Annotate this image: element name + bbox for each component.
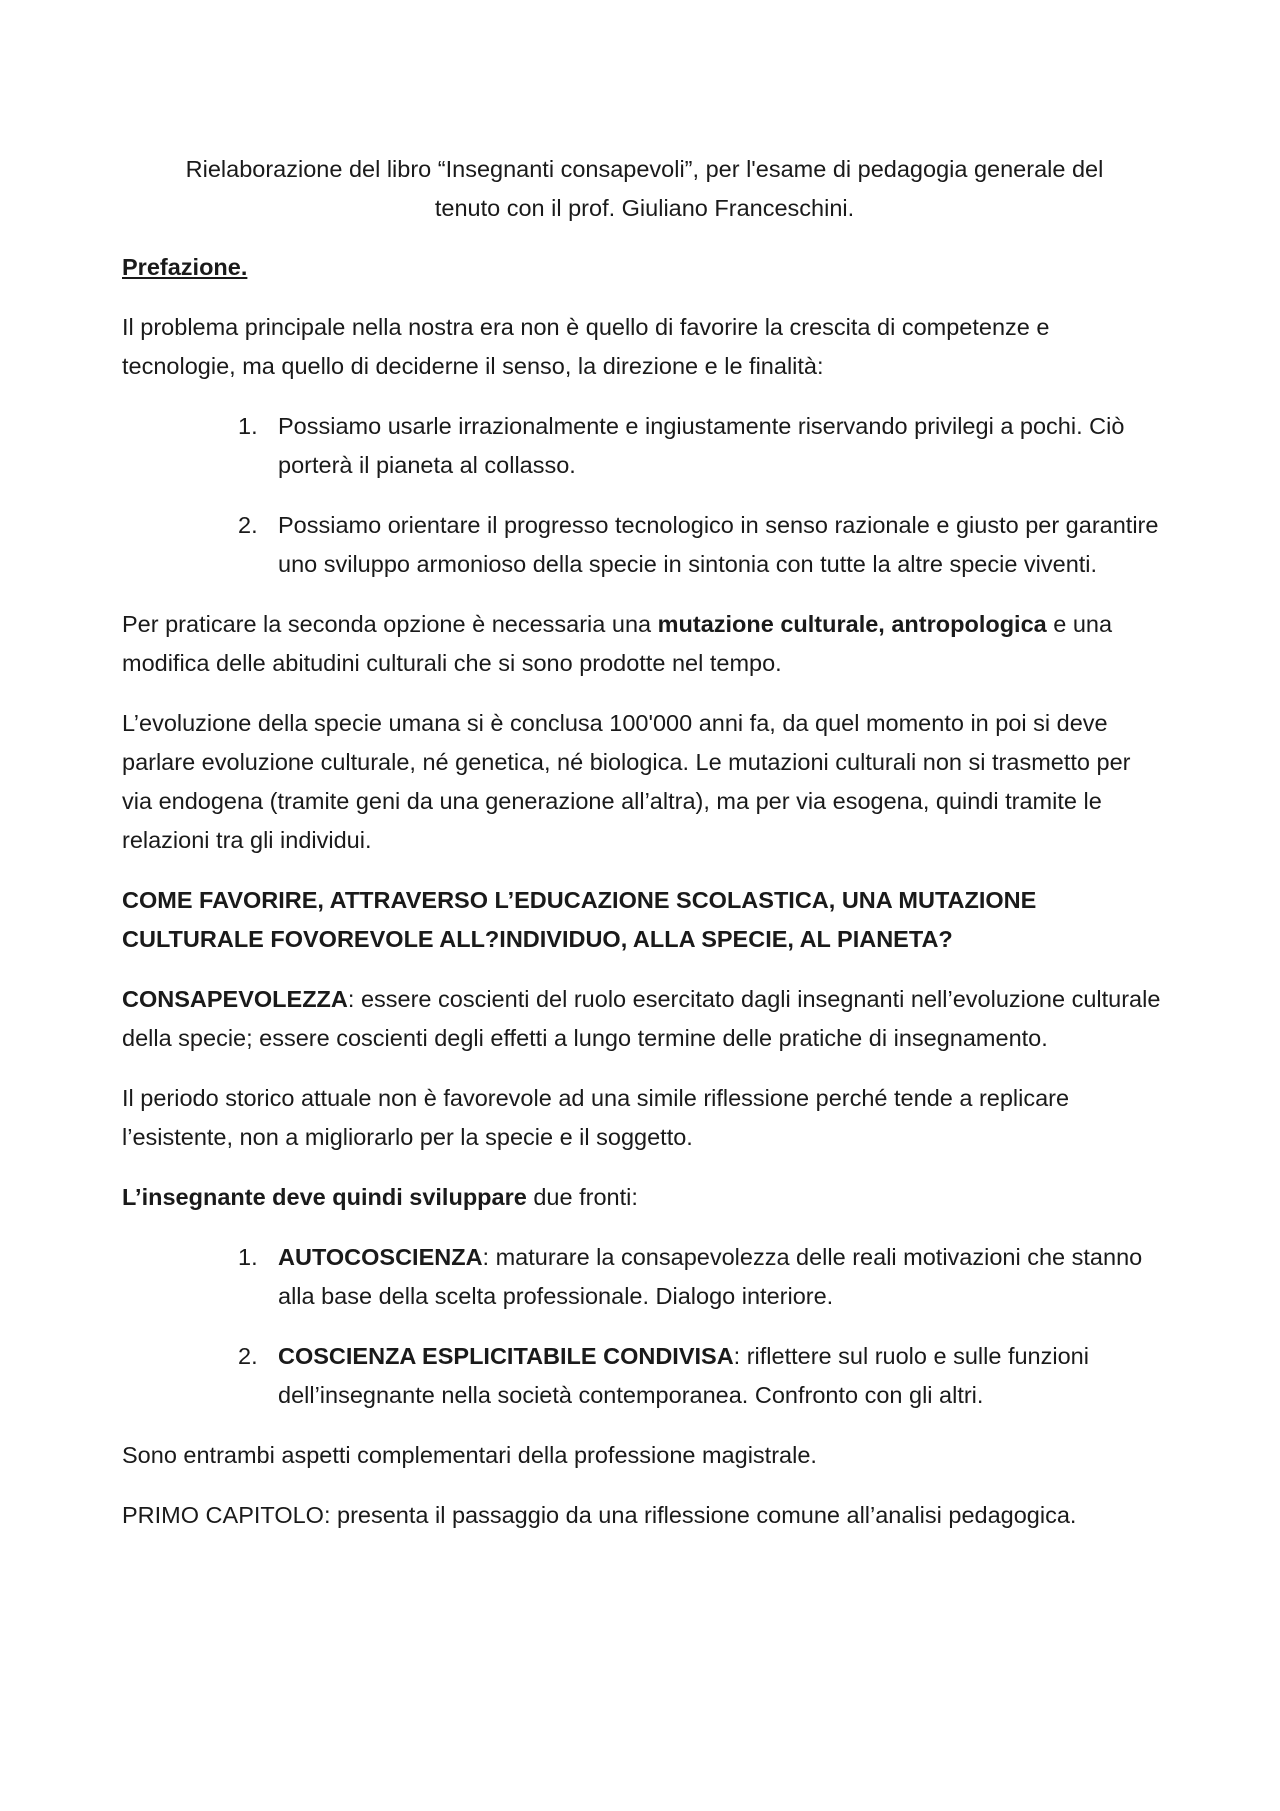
bold-term: COSCIENZA ESPLICITABILE CONDIVISA [278, 1343, 734, 1369]
paragraph-complementari: Sono entrambi aspetti complementari della professione magistrale. [122, 1442, 817, 1468]
options-list [122, 407, 1167, 584]
bold-term: L’insegnante deve quindi sviluppare [122, 1184, 527, 1210]
bold-term: mutazione culturale, antropologica [657, 611, 1047, 637]
paragraph-primo-capitolo: PRIMO CAPITOLO: presenta il passaggio da una riflessione comune all’analisi pedagogica. [122, 1502, 1077, 1528]
list-item [122, 1238, 1167, 1316]
bold-term: CONSAPEVOLEZZA [122, 986, 348, 1012]
paragraph-problema: Il problema principale nella nostra era non è quello di favorire la crescita di competenze e tecnologie, ma quello di deciderne il senso, la direzione e le finalità: [122, 314, 1050, 379]
list-item-text: : maturare la consapevolezza delle reali motivazioni che stanno alla base della scelta professionale. Dialogo interiore. [278, 1244, 1143, 1309]
list-item-text: Possiamo orientare il progresso tecnologico in senso razionale e giusto per garantire uno sviluppo armonioso della specie in sintonia con tutte la altre specie viventi. [278, 512, 1159, 577]
paragraph-text: e una modifica delle abitudini culturali che si sono prodotte nel tempo. [122, 611, 1113, 676]
list-number: 2. [238, 512, 258, 538]
document-title [122, 150, 1167, 228]
list-item [122, 1337, 1167, 1415]
paragraph-mutazione [122, 605, 1167, 683]
list-number: 2. [238, 1343, 258, 1369]
caps-question: COME FAVORIRE, ATTRAVERSO L’EDUCAZIONE SCOLASTICA, UNA MUTAZIONE CULTURALE FOVOREVOLE ALL?INDIVIDUO, ALLA SPECIE, AL PIANETA? [122, 887, 1037, 952]
paragraph-text: : essere coscienti del ruolo esercitato dagli insegnanti nell’evoluzione culturale della specie; essere coscienti degli effetti a lungo termine delle pratiche di insegnamento. [122, 986, 1161, 1051]
paragraph-text: due fronti: [526, 1184, 638, 1210]
section-heading-prefazione: Prefazione. [122, 254, 248, 280]
list-number: 1. [238, 413, 258, 439]
list-item [122, 506, 1167, 584]
bold-term: AUTOCOSCIENZA [278, 1244, 483, 1270]
paragraph-text: Per praticare la seconda opzione è necessaria una [122, 611, 658, 637]
document-body [122, 150, 1167, 1556]
paragraph-consapevolezza [122, 980, 1167, 1058]
fronti-list [122, 1238, 1167, 1415]
title-line-2: tenuto con il prof. Giuliano Franceschini. [434, 195, 855, 221]
list-item [122, 407, 1167, 485]
paragraph-insegnante [122, 1178, 1167, 1217]
title-line-1: Rielaborazione del libro “Insegnanti consapevoli”, per l'esame di pedagogia generale del [185, 156, 1104, 182]
list-item-text: Possiamo usarle irrazionalmente e ingiustamente riservando privilegi a pochi. Ciò porterà il pianeta al collasso. [278, 413, 1125, 478]
list-number: 1. [238, 1244, 258, 1270]
paragraph-periodo-storico: Il periodo storico attuale non è favorevole ad una simile riflessione perché tende a replicare l’esistente, non a migliorarlo per la specie e il soggetto. [122, 1085, 1070, 1150]
list-item-text: : riflettere sul ruolo e sulle funzioni dell’insegnante nella società contemporanea. Confronto con gli altri. [278, 1343, 1089, 1408]
paragraph-evoluzione: L’evoluzione della specie umana si è conclusa 100'000 anni fa, da quel momento in poi si deve parlare evoluzione culturale, né genetica, né biologica. Le mutazioni culturali non si trasmetto per via endogena (tramite geni da una generazione all’altra), ma per via esogena, quindi tramite le relazioni tra gli individui. [122, 710, 1131, 853]
